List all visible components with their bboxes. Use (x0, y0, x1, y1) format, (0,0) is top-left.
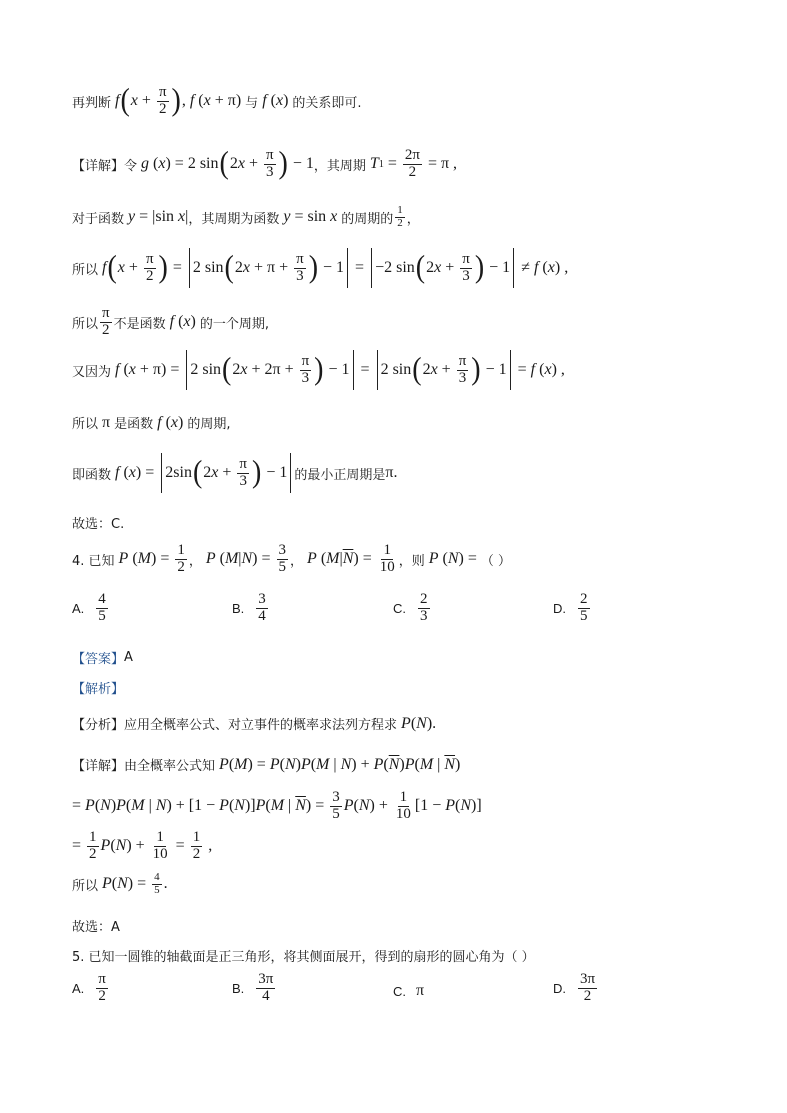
text: 又因为 (72, 364, 112, 380)
text: 故选：A (72, 920, 120, 935)
text: 所以 (72, 316, 99, 332)
text: 的最小正周期是 (294, 467, 386, 483)
numerator: 4 (98, 591, 106, 607)
answer-value: A (124, 650, 133, 665)
text: 所以 (72, 878, 99, 894)
denominator: 4 (258, 607, 266, 624)
detail-line-3: = $\frac{1}{2}$ P ( N ) + $\frac{1}{10}$ = $\frac{1}{2}$ , (72, 829, 213, 862)
text: 由全概率公式知 (124, 759, 216, 774)
denominator: 2 (583, 987, 592, 1004)
text: 的周期, (187, 417, 231, 432)
text: ，其周期为函数 (188, 211, 280, 227)
numerator: 3π (258, 971, 274, 987)
option-label: A. (72, 600, 85, 616)
fraction: $\frac{\pi}{2}$ (102, 305, 110, 338)
fraction: $\frac{\pi}{2}$ (158, 84, 167, 117)
text: 的关系即可. (292, 95, 362, 111)
text: ，则 (398, 553, 425, 569)
text: ，其周期 (313, 158, 366, 174)
select-a-line (72, 916, 120, 935)
q5-option-b[interactable] (232, 972, 277, 1005)
detail-tag: 【详解】 (72, 158, 125, 174)
option-label: C. (393, 983, 406, 999)
q5-option-a[interactable] (72, 972, 110, 1005)
option-c[interactable] (393, 592, 432, 625)
detail-line-4: 所以 P ( N ) = $\frac{4}{5}$ . (72, 871, 168, 896)
denominator: 5 (98, 607, 106, 624)
option-a[interactable] (72, 592, 110, 625)
line-1: 再判断 f ( x + $\frac{\pi}{2}$ ) , f ( x + π) 与 f ( x ) 的关系即可. (72, 82, 362, 119)
numerator: 2 (580, 591, 588, 607)
numerator: π (98, 971, 106, 987)
line-3: 对于函数 y = |sin x | ，其周期为函数 y = sin x 的周期的 $\frac{1}{2}$ ， (72, 204, 420, 229)
text: 的一个周期, (199, 316, 269, 332)
denominator: 5 (580, 607, 588, 624)
numerator: 3 (258, 591, 266, 607)
option-label: D. (553, 600, 566, 616)
option-label: B. (232, 600, 245, 616)
text: 与 (245, 95, 259, 111)
denominator: 4 (262, 987, 270, 1004)
option-value: π (416, 982, 425, 999)
answer-tag: 【答案】 (72, 652, 125, 667)
text: 是函数 (114, 417, 154, 432)
text: 应用全概率公式、对立事件的概率求法列方程求 (124, 718, 398, 733)
analysis-tag: 【分析】 (72, 718, 125, 733)
line-9 (72, 513, 124, 532)
text: 对于函数 (72, 211, 125, 227)
option-b[interactable] (232, 592, 270, 625)
math: f (111, 92, 120, 110)
option-label: D. (553, 980, 566, 996)
numerator: 2 (420, 591, 428, 607)
text: 4. 已知 (72, 553, 115, 569)
detail-tag: 【详解】 (72, 759, 125, 774)
option-label: A. (72, 980, 85, 996)
text: 所以 (72, 262, 99, 278)
denominator: 2 (98, 987, 106, 1004)
fraction: $\frac{2\pi}{2}$ (404, 147, 420, 180)
text: 故选：C. (72, 517, 125, 532)
denominator: 3 (420, 607, 428, 624)
line-4: 所以 f ( x + $\frac{\pi}{2}$ ) = 2 sin ( 2 x + π + $\frac{\pi}{3}$ ) − 1 = −2 sin ( 2 x + $\frac{\pi}{3}$ ) − 1 ≠ f ( x ) , (72, 248, 568, 288)
text: 再判断 (72, 95, 112, 111)
text: 令 (124, 158, 138, 174)
line-2: 【详解】 令 g ( x ) = 2 sin ( 2 x + $\frac{\pi}{3}$ ) − 1 ，其周期 T 1 = $\frac{2\pi}{2}$ = π , (72, 145, 458, 182)
line-7: 所以 π 是函数 f ( x ) 的周期, (72, 413, 231, 432)
text: （ ） (480, 553, 512, 569)
line-8: 即函数 f ( x ) = 2sin ( 2 x + $\frac{\pi}{3}$ ) − 1 的最小正周期是 π. (72, 453, 397, 493)
option-d[interactable] (553, 592, 592, 625)
option-label: C. (393, 600, 406, 616)
detail-line-1: 【详解】 由全概率公式知 P ( M ) = P ( N ) P ( M | N ) + P ( $\overline{N}$ ) P ( M | $\overline{N}$ ) (72, 755, 461, 774)
text: 的周期的 (341, 211, 394, 227)
line-6: 又因为 f ( x + π) = 2 sin ( 2 x + 2π + $\frac{\pi}{3}$ ) − 1 = 2 sin ( 2 x + $\frac{\pi}{3}$ ) − 1 = f ( x ) , (72, 350, 565, 390)
question-5 (72, 946, 535, 965)
fraction: $\frac{\pi}{3}$ (265, 147, 274, 180)
numerator: 3π (580, 971, 596, 987)
detail-line-2: = P ( N ) P ( M | N ) + [1 − P ( N )] P ( M | $\overline{N}$ ) = $\frac{3}{5}$ P ( N ) + $\frac{1}{10}$ [1 − P ( N )] (72, 789, 482, 822)
q5-option-c[interactable] (393, 982, 424, 1000)
q5-option-d[interactable] (553, 972, 599, 1005)
jiexi-tag: 【解析】 (72, 682, 125, 697)
question-4: 4. 已知 P ( M ) = $\frac{1}{2}$ ， P ( M | N ) = $\frac{3}{5}$ ， P ( M | $\overline{N}$ ) = $\frac{1}{10}$ ，则 P ( N ) = （ ） (72, 542, 512, 575)
fraction: $\frac{1}{2}$ (397, 204, 403, 229)
text: 即函数 (72, 467, 112, 483)
text: 不是函数 (113, 316, 166, 332)
text: 5. 已知一圆锥的轴截面是正三角形，将其侧面展开，得到的扇形的圆心角为（ ） (72, 950, 535, 965)
text: 所以 (72, 417, 99, 432)
analysis-line: 【分析】 应用全概率公式、对立事件的概率求法列方程求 P ( N ). (72, 714, 437, 733)
answer-line (72, 648, 133, 667)
option-label: B. (232, 980, 245, 996)
jiexi-line (72, 678, 124, 697)
line-5: 所以 $\frac{\pi}{2}$ 不是函数 f ( x ) 的一个周期, (72, 305, 269, 338)
